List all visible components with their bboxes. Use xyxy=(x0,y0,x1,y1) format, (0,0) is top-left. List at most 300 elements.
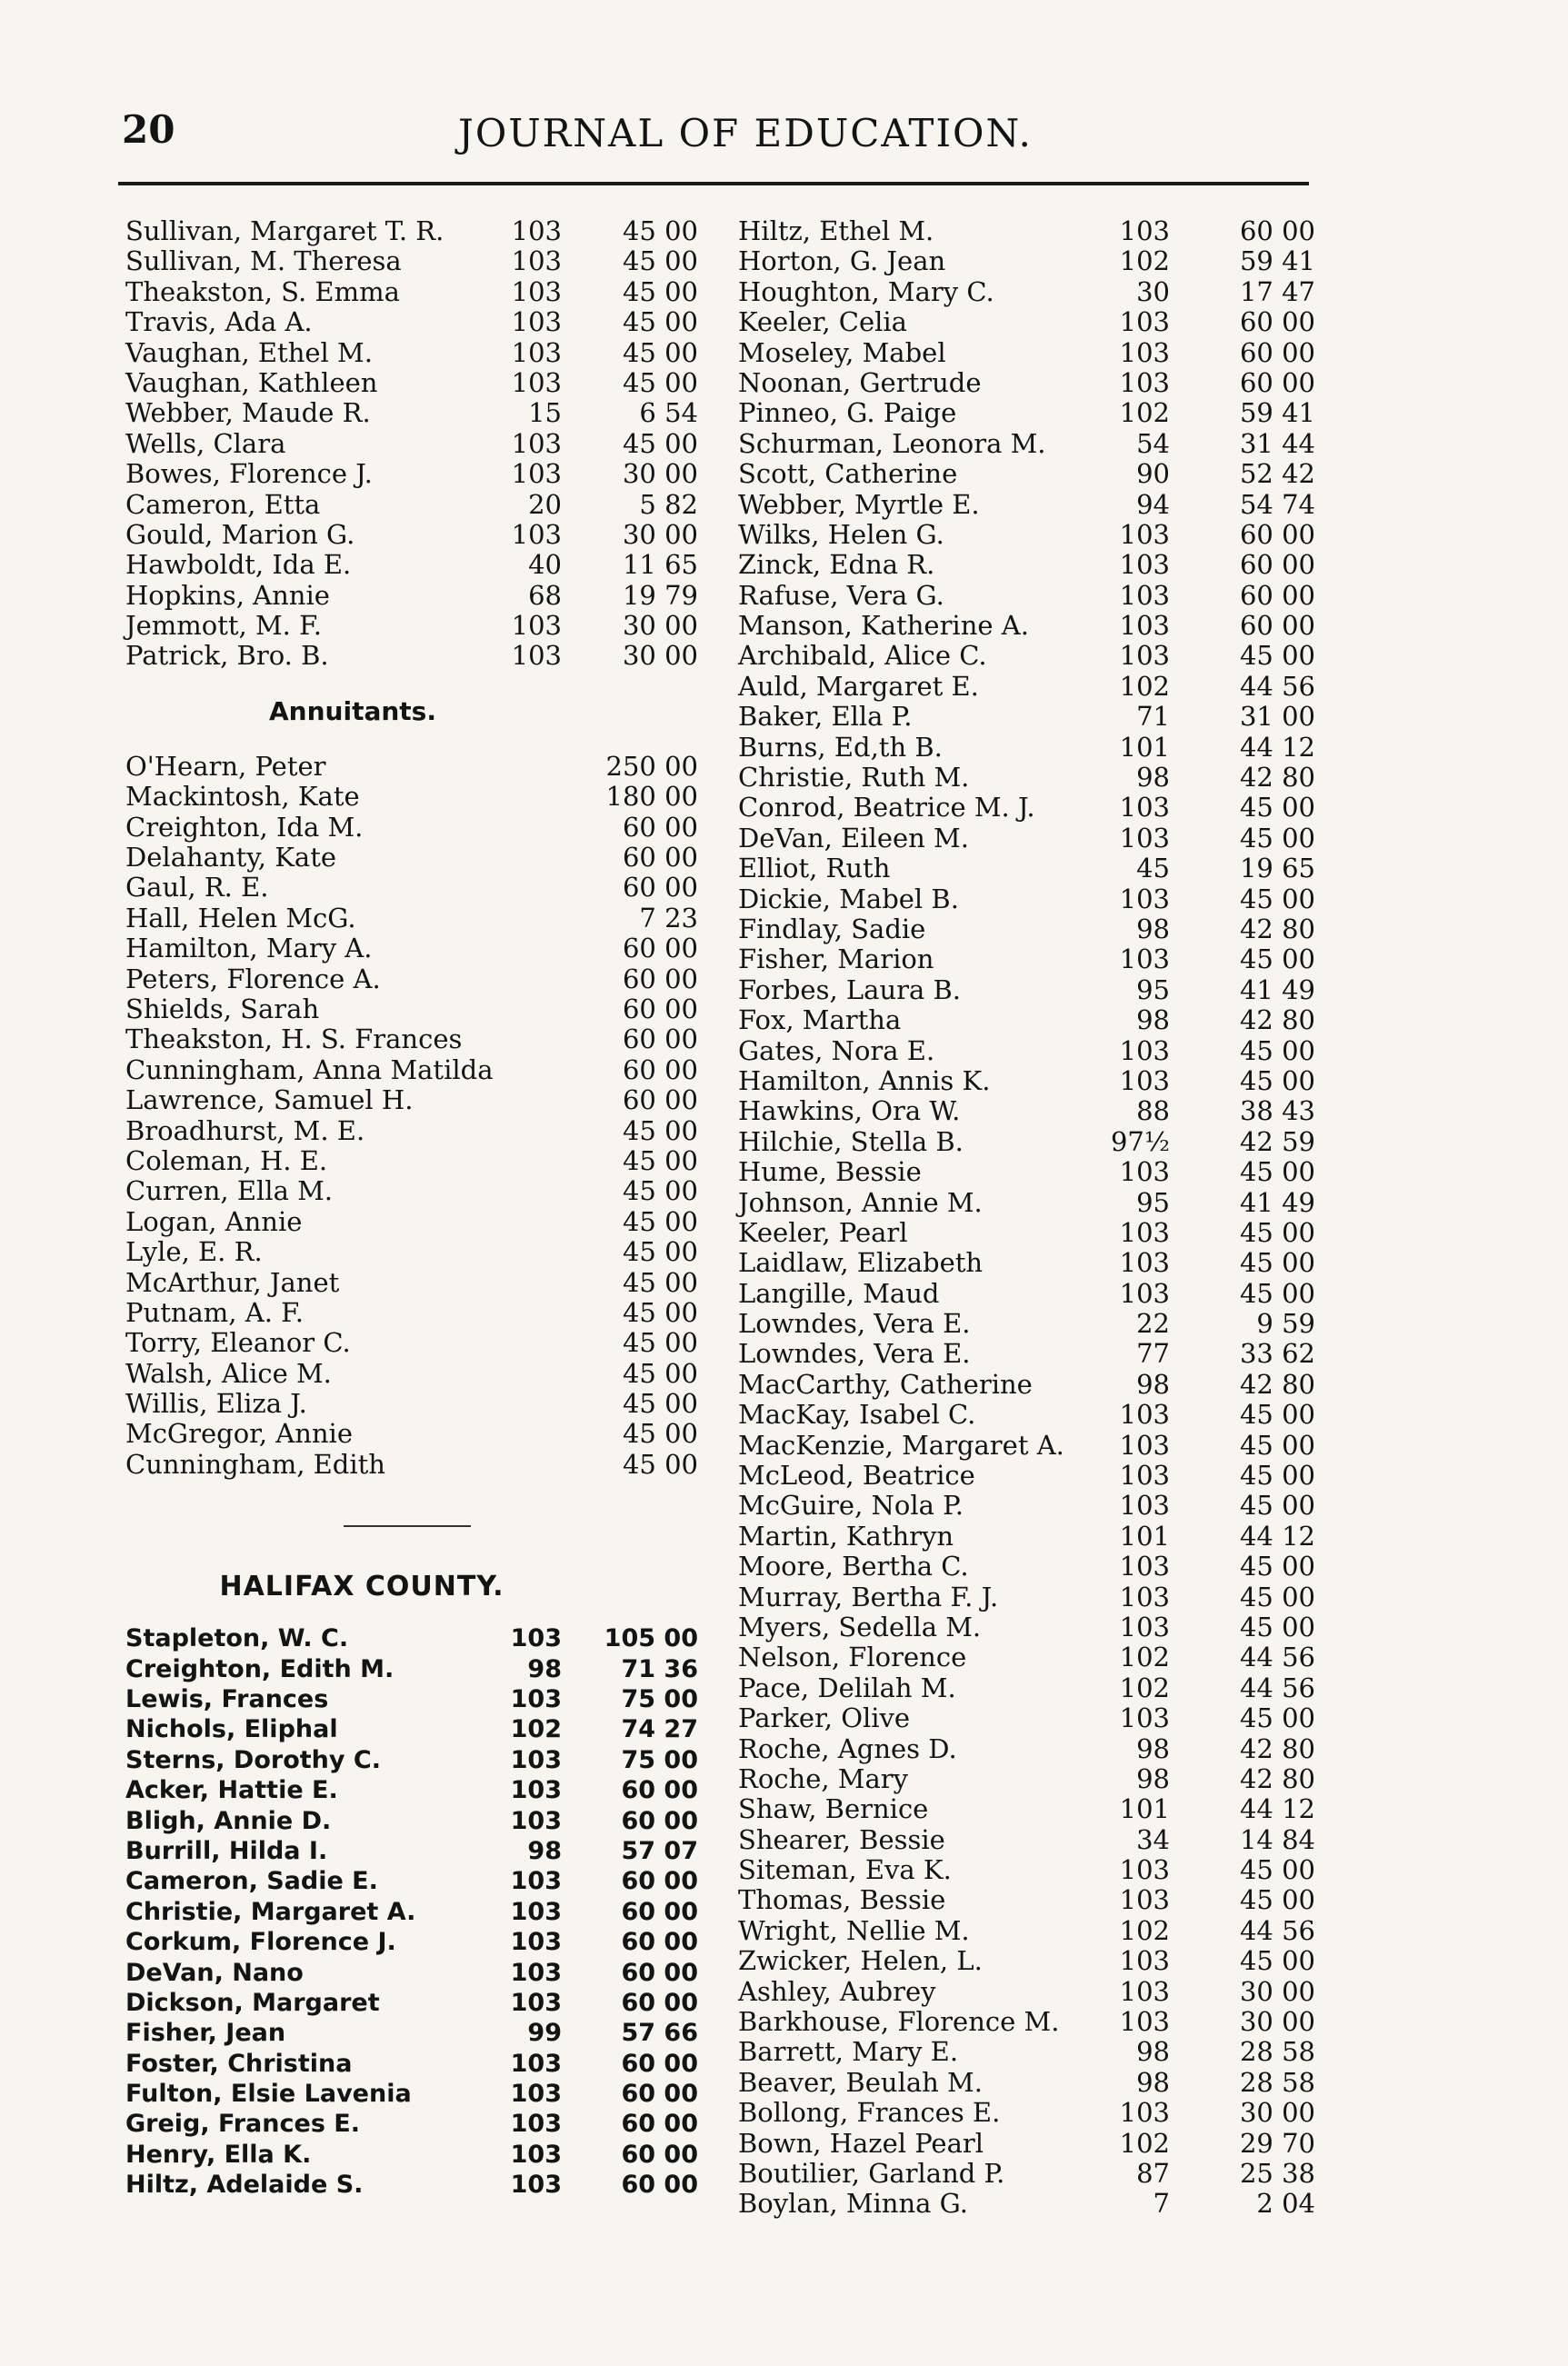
amount-value: 57 66 xyxy=(621,2019,698,2048)
list-item xyxy=(738,1309,1320,1339)
teacher-name: DeVan, Nano xyxy=(125,1958,304,1987)
teacher-name: Burns, Ed,th B. xyxy=(738,731,943,763)
teacher-name: O'Hearn, Peter xyxy=(125,750,326,782)
list-item xyxy=(125,873,707,903)
list-item xyxy=(125,1085,707,1115)
list-item xyxy=(125,1654,707,1684)
amount-value: 5 82 xyxy=(639,488,698,520)
list-item xyxy=(125,490,707,520)
list-item xyxy=(738,1642,1320,1672)
days-value: 103 xyxy=(1119,1975,1170,2007)
amount-value: 28 58 xyxy=(1239,2066,1315,2098)
days-value: 103 xyxy=(511,458,562,490)
list-item xyxy=(125,2018,707,2048)
days-value: 102 xyxy=(1119,397,1170,429)
list-item xyxy=(125,550,707,580)
amount-value: 45 00 xyxy=(622,1114,698,1146)
list-item xyxy=(125,994,707,1024)
right-column xyxy=(738,216,1320,2220)
amount-value: 14 84 xyxy=(1239,1823,1315,1855)
list-item xyxy=(738,1370,1320,1400)
list-item xyxy=(125,368,707,398)
teacher-name: Hiltz, Ethel M. xyxy=(738,215,934,246)
teacher-name: Keeler, Pearl xyxy=(738,1216,908,1248)
list-item xyxy=(738,520,1320,550)
teacher-name: Parker, Olive xyxy=(738,1702,911,1734)
amount-value: 30 00 xyxy=(1239,1975,1315,2007)
list-item xyxy=(738,1491,1320,1521)
amount-value: 45 00 xyxy=(1239,1034,1315,1066)
teacher-name: Theakston, H. S. Frances xyxy=(125,1023,463,1055)
teacher-name: Keeler, Celia xyxy=(738,306,907,338)
amount-value: 45 00 xyxy=(1239,1884,1315,1916)
amount-value: 60 00 xyxy=(622,1084,698,1116)
amount-value: 60 00 xyxy=(621,1958,698,1987)
days-value: 103 xyxy=(510,1685,562,1714)
teacher-name: Shearer, Bessie xyxy=(738,1823,945,1855)
list-item xyxy=(738,1279,1320,1309)
days-value: 98 xyxy=(1136,1762,1170,1794)
teacher-name: Bligh, Annie D. xyxy=(125,1806,332,1835)
days-value: 103 xyxy=(510,1897,562,1926)
teacher-name: Zwicker, Helen, L. xyxy=(738,1945,983,1977)
list-item xyxy=(125,2049,707,2079)
amount-value: 60 00 xyxy=(1239,579,1315,611)
amount-value: 45 00 xyxy=(622,1175,698,1207)
teacher-name: McGuire, Nola P. xyxy=(738,1490,964,1522)
days-value: 103 xyxy=(1119,1551,1170,1582)
days-value: 103 xyxy=(1119,549,1170,581)
teacher-name: Bowes, Florence J. xyxy=(125,458,373,490)
days-value: 103 xyxy=(1119,1702,1170,1734)
amount-value: 60 00 xyxy=(622,842,698,874)
teacher-name: McGregor, Annie xyxy=(125,1418,353,1450)
list-item xyxy=(738,1734,1320,1764)
days-value: 103 xyxy=(510,1776,562,1805)
amount-value: 60 00 xyxy=(621,2140,698,2169)
teacher-name: Greig, Frances E. xyxy=(125,2110,360,2139)
teacher-name: Burrill, Hilda I. xyxy=(125,1836,328,1865)
days-value: 102 xyxy=(510,1715,562,1744)
days-value: 103 xyxy=(511,215,562,246)
amount-value: 60 00 xyxy=(1239,518,1315,550)
list-item xyxy=(125,1450,707,1480)
teacher-name: Stapleton, W. C. xyxy=(125,1624,349,1653)
amount-value: 45 00 xyxy=(1239,1854,1315,1886)
days-value: 103 xyxy=(511,245,562,277)
amount-value: 19 65 xyxy=(1239,853,1315,884)
list-item xyxy=(738,398,1320,428)
days-value: 103 xyxy=(510,1928,562,1957)
days-value: 103 xyxy=(510,2049,562,2078)
teacher-name: Wright, Nellie M. xyxy=(738,1914,970,1946)
teacher-name: Forbes, Laura B. xyxy=(738,973,962,1005)
teacher-name: Roche, Mary xyxy=(738,1762,909,1794)
days-value: 103 xyxy=(1119,579,1170,611)
teacher-name: Rafuse, Vera G. xyxy=(738,579,944,611)
list-item xyxy=(125,1055,707,1085)
amount-value: 30 00 xyxy=(622,610,698,642)
teacher-name: Vaughan, Ethel M. xyxy=(125,336,373,368)
days-value: 103 xyxy=(510,1624,562,1653)
amount-value: 60 00 xyxy=(622,933,698,964)
list-item xyxy=(125,1745,707,1775)
teacher-name: Hamilton, Mary A. xyxy=(125,933,373,964)
halifax-county-list xyxy=(125,1623,707,2200)
list-item xyxy=(738,1036,1320,1066)
amount-value: 54 74 xyxy=(1239,488,1315,520)
list-item xyxy=(125,2140,707,2170)
list-item xyxy=(125,1207,707,1237)
days-value: 103 xyxy=(1119,1429,1170,1461)
list-item xyxy=(738,459,1320,489)
days-value: 103 xyxy=(1119,2097,1170,2129)
days-value: 101 xyxy=(1119,1793,1170,1825)
teacher-name: Logan, Annie xyxy=(125,1205,303,1237)
list-item xyxy=(738,490,1320,520)
days-value: 103 xyxy=(1119,2006,1170,2038)
days-value: 98 xyxy=(527,1654,562,1683)
days-value: 103 xyxy=(1119,1277,1170,1309)
amount-value: 60 00 xyxy=(622,811,698,843)
teacher-name: Vaughan, Kathleen xyxy=(125,366,378,398)
amount-value: 44 56 xyxy=(1239,1914,1315,1946)
list-item xyxy=(738,1339,1320,1369)
teacher-name: Lowndes, Vera E. xyxy=(738,1338,971,1370)
list-item xyxy=(125,1116,707,1146)
teacher-name: Nichols, Eliphal xyxy=(125,1715,338,1744)
list-item xyxy=(738,581,1320,611)
teacher-name: Theakston, S. Emma xyxy=(125,275,400,307)
list-item xyxy=(738,1612,1320,1642)
amount-value: 45 00 xyxy=(622,306,698,338)
teacher-name: Delahanty, Kate xyxy=(125,842,337,874)
teacher-name: Dickson, Margaret xyxy=(125,1988,380,2017)
teacher-name: Wells, Clara xyxy=(125,427,286,459)
teacher-name: Corkum, Florence J. xyxy=(125,1928,396,1957)
teacher-name: Hilchie, Stella B. xyxy=(738,1125,964,1157)
teacher-name: Moore, Bertha C. xyxy=(738,1551,969,1582)
days-value: 90 xyxy=(1136,458,1170,490)
annuitants-list xyxy=(125,752,707,1480)
list-item xyxy=(125,1146,707,1176)
teacher-name: Conrod, Beatrice M. J. xyxy=(738,792,1035,824)
days-value: 20 xyxy=(528,488,562,520)
teacher-name: Patrick, Bro. B. xyxy=(125,640,329,672)
list-item xyxy=(738,944,1320,974)
teacher-name: Lyle, E. R. xyxy=(125,1236,263,1268)
amount-value: 45 00 xyxy=(1239,943,1315,975)
list-item xyxy=(125,1988,707,2018)
days-value: 54 xyxy=(1136,427,1170,459)
amount-value: 44 12 xyxy=(1239,731,1315,763)
amount-value: 60 00 xyxy=(622,872,698,903)
days-value: 103 xyxy=(1119,1490,1170,1522)
days-value: 98 xyxy=(527,1836,562,1865)
days-value: 103 xyxy=(1119,640,1170,672)
list-item xyxy=(125,1176,707,1206)
teacher-name: Martin, Kathryn xyxy=(738,1520,954,1552)
list-item xyxy=(738,2189,1320,2219)
teacher-name: Cunningham, Edith xyxy=(125,1448,385,1480)
days-value: 103 xyxy=(1119,792,1170,824)
amount-value: 45 00 xyxy=(622,336,698,368)
days-value: 34 xyxy=(1136,1823,1170,1855)
list-item xyxy=(738,854,1320,884)
list-item xyxy=(738,702,1320,732)
amount-value: 45 00 xyxy=(1239,640,1315,672)
list-item xyxy=(125,429,707,459)
amount-value: 42 80 xyxy=(1239,1368,1315,1400)
amount-value: 45 00 xyxy=(1239,1277,1315,1309)
amount-value: 45 00 xyxy=(622,427,698,459)
amount-value: 60 00 xyxy=(621,2110,698,2139)
annuitants-heading: Annuitants. xyxy=(269,695,436,726)
amount-value: 45 00 xyxy=(1239,1429,1315,1461)
list-item xyxy=(738,975,1320,1005)
amount-value: 45 00 xyxy=(1239,1581,1315,1612)
teacher-name: Sullivan, M. Theresa xyxy=(125,245,402,277)
amount-value: 75 00 xyxy=(621,1745,698,1774)
list-item xyxy=(738,2129,1320,2159)
days-value: 103 xyxy=(1119,1945,1170,1977)
amount-value: 31 44 xyxy=(1239,427,1315,459)
amount-value: 41 49 xyxy=(1239,973,1315,1005)
amount-value: 45 00 xyxy=(1239,1611,1315,1642)
teacher-name: Shaw, Bernice xyxy=(738,1793,929,1825)
amount-value: 59 41 xyxy=(1239,245,1315,277)
days-value: 103 xyxy=(1119,1247,1170,1279)
teacher-name: Fox, Martha xyxy=(738,1004,902,1036)
list-item xyxy=(738,1916,1320,1946)
teacher-name: Gates, Nora E. xyxy=(738,1034,935,1066)
days-value: 103 xyxy=(1119,943,1170,975)
list-item xyxy=(125,964,707,994)
days-value: 103 xyxy=(510,1806,562,1835)
teacher-name: Hume, Bessie xyxy=(738,1156,922,1188)
teacher-name: Nelson, Florence xyxy=(738,1642,967,1673)
teacher-name: Christie, Margaret A. xyxy=(125,1897,416,1926)
amount-value: 29 70 xyxy=(1239,2127,1315,2159)
days-value: 103 xyxy=(1119,610,1170,642)
list-item xyxy=(738,1764,1320,1794)
days-value: 40 xyxy=(528,549,562,581)
teacher-name: Willis, Eliza J. xyxy=(125,1388,307,1420)
teacher-name: Fulton, Elsie Lavenia xyxy=(125,2080,412,2109)
list-item xyxy=(738,824,1320,854)
list-item xyxy=(125,277,707,307)
list-item xyxy=(125,1298,707,1328)
list-item xyxy=(738,368,1320,398)
days-value: 103 xyxy=(511,610,562,642)
days-value: 102 xyxy=(1119,1642,1170,1673)
days-value: 103 xyxy=(511,427,562,459)
days-value: 87 xyxy=(1136,2158,1170,2189)
amount-value: 44 56 xyxy=(1239,1642,1315,1673)
teacher-name: Henry, Ella K. xyxy=(125,2140,312,2169)
amount-value: 42 80 xyxy=(1239,1762,1315,1794)
amount-value: 60 00 xyxy=(1239,215,1315,246)
list-item xyxy=(125,307,707,337)
teacher-name: Johnson, Annie M. xyxy=(738,1186,983,1218)
amount-value: 45 00 xyxy=(622,366,698,398)
teacher-name: Hawboldt, Ida E. xyxy=(125,549,352,581)
amount-value: 45 00 xyxy=(1239,1490,1315,1522)
teacher-name: Gould, Marion G. xyxy=(125,518,355,550)
days-value: 103 xyxy=(1119,1156,1170,1188)
teacher-name: Barrett, Mary E. xyxy=(738,2036,959,2068)
amount-value: 60 00 xyxy=(622,993,698,1024)
amount-value: 42 80 xyxy=(1239,1004,1315,1036)
amount-value: 250 00 xyxy=(605,750,698,782)
list-item xyxy=(738,1461,1320,1491)
list-item xyxy=(738,246,1320,276)
teacher-name: Cunningham, Anna Matilda xyxy=(125,1053,494,1085)
amount-value: 45 00 xyxy=(1239,883,1315,914)
teacher-name: Broadhurst, M. E. xyxy=(125,1114,365,1146)
teacher-name: Baker, Ella P. xyxy=(738,701,913,733)
days-value: 103 xyxy=(511,306,562,338)
amount-value: 45 00 xyxy=(622,1418,698,1450)
days-value: 98 xyxy=(1136,1368,1170,1400)
teacher-name: Siteman, Eva K. xyxy=(738,1854,952,1886)
days-value: 103 xyxy=(1119,1399,1170,1431)
days-value: 30 xyxy=(1136,275,1170,307)
days-value: 103 xyxy=(1119,336,1170,368)
teacher-name: Cameron, Etta xyxy=(125,488,321,520)
amount-value: 44 12 xyxy=(1239,1793,1315,1825)
list-item xyxy=(125,1328,707,1358)
teacher-name: Shields, Sarah xyxy=(125,993,320,1024)
days-value: 103 xyxy=(510,1958,562,1987)
teacher-name: Noonan, Gertrude xyxy=(738,366,982,398)
teacher-name: Mackintosh, Kate xyxy=(125,781,360,813)
teacher-name: Houghton, Mary C. xyxy=(738,275,994,307)
list-item xyxy=(738,2159,1320,2189)
list-item xyxy=(738,1431,1320,1461)
amount-value: 60 00 xyxy=(621,2049,698,2078)
days-value: 103 xyxy=(1119,306,1170,338)
list-item xyxy=(125,843,707,873)
days-value: 94 xyxy=(1136,488,1170,520)
amount-value: 60 00 xyxy=(621,1928,698,1957)
teacher-name: Horton, G. Jean xyxy=(738,245,946,277)
days-value: 7 xyxy=(1153,2188,1170,2220)
amount-value: 60 00 xyxy=(1239,306,1315,338)
teacher-name: Gaul, R. E. xyxy=(125,872,269,903)
teacher-name: Scott, Catherine xyxy=(738,458,958,490)
list-item xyxy=(125,1268,707,1298)
teacher-name: Acker, Hattie E. xyxy=(125,1776,338,1805)
amount-value: 60 00 xyxy=(622,1053,698,1085)
days-value: 103 xyxy=(510,1745,562,1774)
amount-value: 44 56 xyxy=(1239,1672,1315,1703)
amount-value: 6 54 xyxy=(639,397,698,429)
teacher-name: Schurman, Leonora M. xyxy=(738,427,1046,459)
list-item xyxy=(738,429,1320,459)
amount-value: 33 62 xyxy=(1239,1338,1315,1370)
amount-value: 60 00 xyxy=(621,1867,698,1896)
days-value: 102 xyxy=(1119,245,1170,277)
days-value: 103 xyxy=(1119,215,1170,246)
days-value: 98 xyxy=(1136,2036,1170,2068)
amount-value: 105 00 xyxy=(604,1624,698,1653)
list-item xyxy=(738,277,1320,307)
amount-value: 45 00 xyxy=(1239,1399,1315,1431)
list-item xyxy=(738,793,1320,823)
list-item xyxy=(125,2109,707,2139)
amount-value: 45 00 xyxy=(622,1296,698,1328)
amount-value: 60 00 xyxy=(622,1023,698,1055)
days-value: 99 xyxy=(527,2019,562,2048)
amount-value: 9 59 xyxy=(1256,1308,1315,1340)
days-value: 98 xyxy=(1136,2066,1170,2098)
amount-value: 60 00 xyxy=(1239,366,1315,398)
list-item xyxy=(738,1855,1320,1885)
list-item xyxy=(738,307,1320,337)
teacher-name: Archibald, Alice C. xyxy=(738,640,987,672)
page-number: 20 xyxy=(122,107,175,152)
list-item xyxy=(125,933,707,963)
amount-value: 45 00 xyxy=(1239,1945,1315,1977)
days-value: 103 xyxy=(1119,1611,1170,1642)
amount-value: 60 00 xyxy=(1239,336,1315,368)
days-value: 102 xyxy=(1119,1914,1170,1946)
teacher-name: Hiltz, Adelaide S. xyxy=(125,2171,364,2200)
teacher-name: Curren, Ella M. xyxy=(125,1175,334,1207)
days-value: 103 xyxy=(511,336,562,368)
teacher-name: Auld, Margaret E. xyxy=(738,670,979,702)
teacher-name: Foster, Christina xyxy=(125,2049,353,2078)
list-item xyxy=(738,1522,1320,1552)
list-item xyxy=(125,1389,707,1419)
amount-value: 60 00 xyxy=(621,1806,698,1835)
list-item xyxy=(738,1127,1320,1157)
teacher-name: Wilks, Helen G. xyxy=(738,518,944,550)
teacher-name: Lowndes, Vera E. xyxy=(738,1308,971,1340)
teacher-name: Jemmott, M. F. xyxy=(125,610,322,642)
amount-value: 60 00 xyxy=(621,2080,698,2109)
header-rule xyxy=(118,182,1309,185)
amount-value: 41 49 xyxy=(1239,1186,1315,1218)
amount-value: 44 56 xyxy=(1239,670,1315,702)
list-item xyxy=(738,1703,1320,1733)
list-item xyxy=(125,216,707,246)
list-item xyxy=(738,2098,1320,2128)
days-value: 103 xyxy=(1119,1034,1170,1066)
amount-value: 30 00 xyxy=(622,458,698,490)
list-item xyxy=(738,1005,1320,1035)
list-item xyxy=(738,1794,1320,1824)
amount-value: 45 00 xyxy=(1239,1551,1315,1582)
list-item xyxy=(738,1218,1320,1248)
amount-value: 11 65 xyxy=(622,549,698,581)
teacher-name: Myers, Sedella M. xyxy=(738,1611,982,1642)
teacher-name: Christie, Ruth M. xyxy=(738,762,970,794)
list-item xyxy=(125,338,707,368)
teacher-name: Walsh, Alice M. xyxy=(125,1357,332,1389)
amount-value: 45 00 xyxy=(622,215,698,246)
days-value: 103 xyxy=(511,640,562,672)
amount-value: 28 58 xyxy=(1239,2036,1315,2068)
teacher-name: Cameron, Sadie E. xyxy=(125,1867,378,1896)
list-item xyxy=(125,813,707,843)
left-top-list xyxy=(125,216,707,672)
days-value: 102 xyxy=(1119,2127,1170,2159)
teacher-name: Torry, Eleanor C. xyxy=(125,1327,351,1359)
amount-value: 60 00 xyxy=(622,963,698,994)
amount-value: 2 04 xyxy=(1256,2188,1315,2220)
